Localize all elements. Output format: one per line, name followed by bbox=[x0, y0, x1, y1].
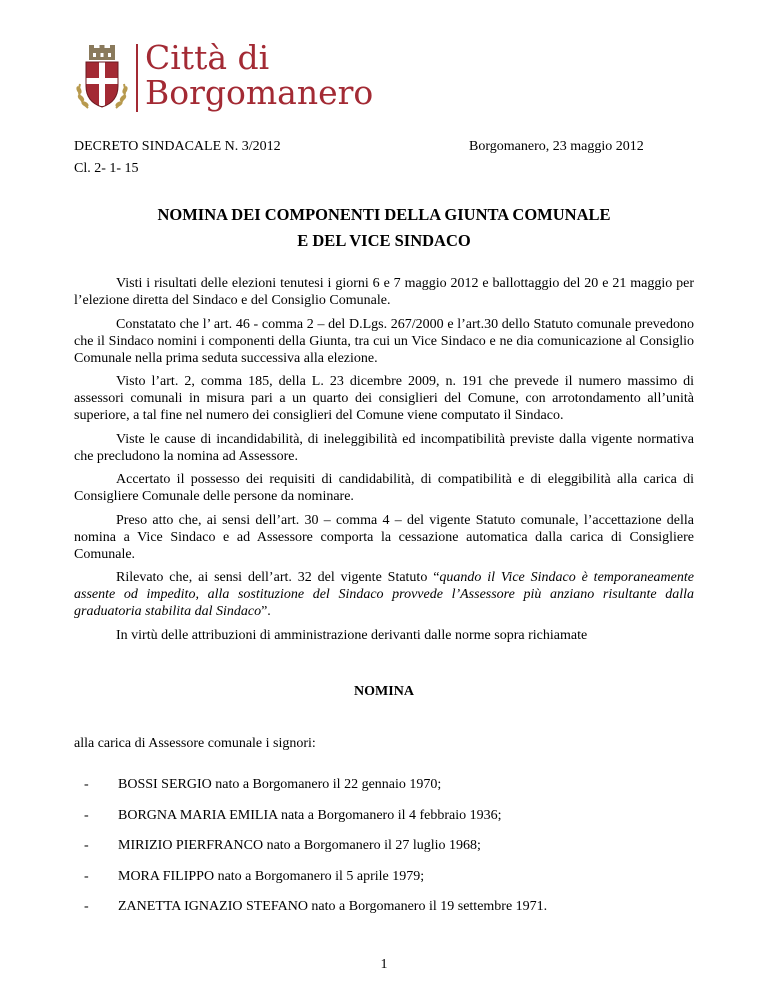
city-name-line2: Borgomanero bbox=[145, 73, 374, 112]
paragraph: Visto l’art. 2, comma 185, della L. 23 dicembre 2009, n. 191 che prevede il numero massimo di assessori comunali in misura pari a un quarto dei consiglieri del Comune, con arrotondamento all’unità superiore, a tal fine nel numero dei consiglieri del Comune viene computato il Sindaco. bbox=[74, 374, 694, 423]
list-item bbox=[74, 808, 694, 824]
city-logo bbox=[74, 38, 374, 114]
classification-code: Cl. 2- 1- 15 bbox=[74, 161, 139, 176]
paragraph: Visti i risultati delle elezioni tenutesi i giorni 6 e 7 maggio 2012 e ballottaggio del 20 e 21 maggio per l’elezione diretta del Sindaco e del Consiglio Comunale. bbox=[74, 276, 694, 308]
list-item bbox=[74, 899, 694, 915]
paragraph: Viste le cause di incandidabilità, di ineleggibilità ed incompatibilità previste dalla vigente normativa che precludono la nomina ad Assessore. bbox=[74, 431, 694, 464]
place-date: Borgomanero, 23 maggio 2012 bbox=[469, 139, 644, 154]
city-crest-icon bbox=[74, 44, 130, 112]
bullet-dash: - bbox=[84, 899, 89, 914]
city-name bbox=[145, 40, 373, 110]
paragraph: Accertato il possesso dei requisiti di candidabilità, di compatibilità e di eleggibilità alla carica di Consigliere Comunale delle persone da nominare. bbox=[74, 472, 694, 504]
paragraph: Constatato che l’ art. 46 - comma 2 – del D.Lgs. 267/2000 e l’art.30 dello Statuto comunale prevedono che il Sindaco nomini i componenti della Giunta, tra cui un Vice Sindaco e ne dia comunicazione al Consiglio Comunale nella prima seduta successiva alla elezione. bbox=[74, 316, 694, 366]
decree-number: DECRETO SINDACALE N. 3/2012 bbox=[74, 139, 281, 154]
assessor-entry: MORA FILIPPO nato a Borgomanero il 5 aprile 1979; bbox=[118, 868, 425, 884]
bullet-dash: - bbox=[84, 868, 89, 884]
assessor-entry: BORGNA MARIA EMILIA nata a Borgomanero il 4 febbraio 1936; bbox=[118, 807, 502, 823]
assessor-entry: MIRIZIO PIERFRANCO nato a Borgomanero il 27 luglio 1968; bbox=[118, 838, 481, 853]
list-item bbox=[74, 838, 694, 854]
bullet-dash: - bbox=[84, 838, 89, 853]
lead-text: alla carica di Assessore comunale i signori: bbox=[74, 736, 316, 751]
paragraph: Preso atto che, ai sensi dell’art. 30 – comma 4 – del vigente Statuto comunale, l’accettazione della nomina a Vice Sindaco e ad Assessore comporta la cessazione automatica dalla carica di Consigliere Comunale. bbox=[74, 512, 694, 562]
assessor-list bbox=[74, 777, 694, 930]
document-body bbox=[74, 275, 694, 650]
statuto-intro: Rilevato che, ai sensi dell’art. 32 del vigente Statuto “ bbox=[116, 570, 440, 585]
document-title-line1: NOMINA DEI COMPONENTI DELLA GIUNTA COMUNALE bbox=[157, 205, 611, 224]
logo-divider bbox=[136, 44, 138, 112]
page-number: 1 bbox=[380, 957, 388, 972]
paragraph-statuto bbox=[74, 569, 694, 620]
list-item bbox=[74, 869, 694, 885]
assessor-entry: BOSSI SERGIO nato a Borgomanero il 22 gennaio 1970; bbox=[118, 777, 442, 792]
statuto-quote: quando il Vice Sindaco è temporaneamente assente od impedito, alla sostituzione del Sindaco provvede l’Assessore più anziano risultante dalla graduatoria stabilita dal Sindaco bbox=[74, 570, 694, 619]
city-name-line1: Città di bbox=[145, 38, 270, 77]
bullet-dash: - bbox=[84, 777, 89, 792]
nomina-heading: NOMINA bbox=[354, 684, 414, 699]
statuto-end: ”. bbox=[261, 604, 271, 619]
document-title-line2: E DEL VICE SINDACO bbox=[297, 231, 471, 250]
bullet-dash: - bbox=[84, 807, 89, 823]
list-item bbox=[74, 777, 694, 793]
assessor-entry: ZANETTA IGNAZIO STEFANO nato a Borgomanero il 19 settembre 1971. bbox=[118, 899, 548, 914]
paragraph-final: In virtù delle attribuzioni di amministrazione derivanti dalle norme sopra richiamate bbox=[116, 627, 588, 643]
